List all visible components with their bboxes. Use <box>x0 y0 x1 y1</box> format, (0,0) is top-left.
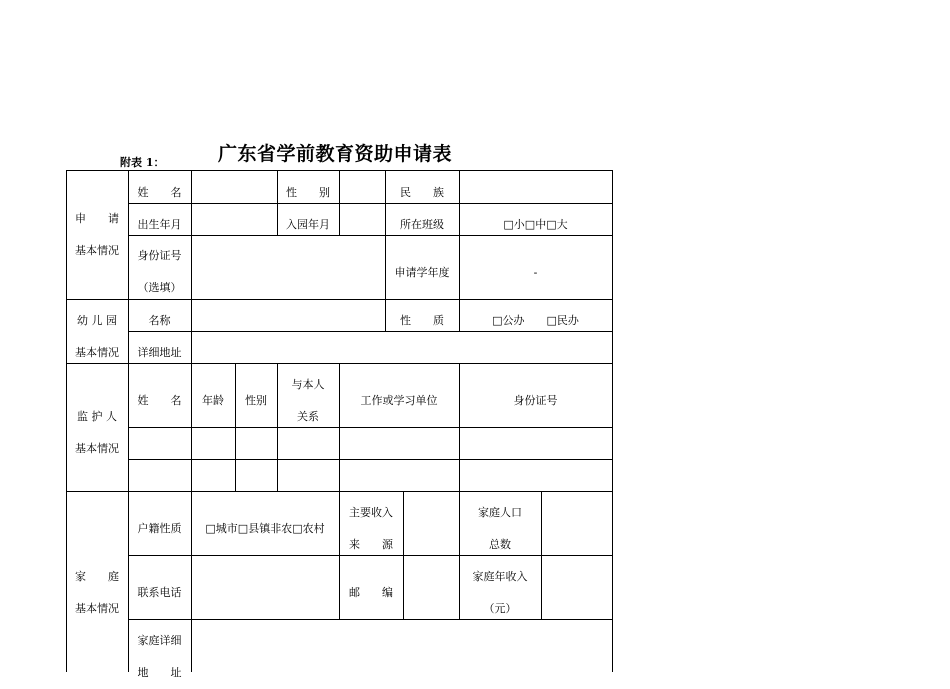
kindergarten-nature-options[interactable]: □公办 □民办 <box>492 314 579 327</box>
family-section-line-1: 家 庭 <box>75 570 119 583</box>
family-annual-income-line-1: 家庭年收入 <box>472 570 528 583</box>
guardian-row-1-field[interactable] <box>129 428 612 459</box>
family-population-label <box>459 497 541 561</box>
guardian-section-line-2: 基本情况 <box>75 442 119 455</box>
family-annual-income-field[interactable] <box>542 556 612 619</box>
family-hukou-options[interactable]: □城市□县镇非农□农村 <box>205 522 325 535</box>
guardian-work-label: 工作或学习单位 <box>360 394 438 407</box>
guardian-relation-line-1: 与本人 <box>291 378 325 391</box>
applicant-class-options[interactable]: □小□中□大 <box>503 218 568 231</box>
kindergarten-section-line-2: 基本情况 <box>75 346 119 359</box>
kindergarten-name-label: 名称 <box>148 314 171 327</box>
applicant-year-value[interactable]: - <box>533 266 538 279</box>
family-income-source-line-2: 来 源 <box>349 538 393 551</box>
guardian-section-label <box>66 401 128 465</box>
applicant-id-field[interactable] <box>192 236 385 299</box>
kindergarten-nature-label: 性 质 <box>400 314 444 327</box>
applicant-ethnicity-label: 民 族 <box>400 186 444 199</box>
guardian-gender-label: 性别 <box>245 394 267 407</box>
kindergarten-address-label: 详细地址 <box>137 346 182 359</box>
family-income-source-line-1: 主要收入 <box>349 506 393 519</box>
guardian-section-line-1: 监 护 人 <box>77 410 117 423</box>
guardian-age-label: 年龄 <box>202 394 224 407</box>
guardian-relation-line-2: 关系 <box>297 410 319 423</box>
applicant-entry-field[interactable] <box>340 204 385 235</box>
attachment-label: 附表 1： <box>120 156 165 169</box>
applicant-birth-field[interactable] <box>192 204 277 235</box>
family-annual-income-line-2: （元） <box>483 602 517 615</box>
applicant-class-label: 所在班级 <box>400 218 444 231</box>
applicant-id-label-line-2: （选填） <box>137 281 182 294</box>
family-address-field[interactable] <box>192 620 612 672</box>
family-population-field[interactable] <box>542 492 612 555</box>
applicant-section-line-2: 基本情况 <box>75 244 119 257</box>
family-income-source-label <box>339 497 403 561</box>
applicant-entry-label: 入园年月 <box>286 218 330 231</box>
applicant-birth-label: 出生年月 <box>137 218 182 231</box>
applicant-gender-label: 性 别 <box>286 186 330 199</box>
applicant-id-label-line-1: 身份证号 <box>137 249 182 262</box>
applicant-section-line-1: 申 请 <box>75 212 119 225</box>
family-phone-label: 联系电话 <box>137 586 182 599</box>
family-annual-income-label <box>459 561 541 625</box>
guardian-relation-label <box>277 369 339 433</box>
family-postcode-label: 邮 编 <box>349 586 393 599</box>
applicant-year-label: 申请学年度 <box>394 266 450 279</box>
kindergarten-address-field[interactable] <box>192 332 612 363</box>
applicant-section-label <box>66 203 128 267</box>
family-address-line-2: 地 址 <box>137 666 182 679</box>
family-section-line-2: 基本情况 <box>75 602 119 615</box>
applicant-name-label: 姓 名 <box>137 186 182 199</box>
family-postcode-field[interactable] <box>404 556 459 619</box>
guardian-row-2-field[interactable] <box>129 460 612 491</box>
form-title: 广东省学前教育资助申请表 <box>218 143 453 165</box>
family-address-line-1: 家庭详细 <box>137 634 182 647</box>
guardian-name-label: 姓 名 <box>137 394 182 407</box>
kindergarten-section-label <box>66 305 128 369</box>
family-phone-field[interactable] <box>192 556 339 619</box>
family-hukou-label: 户籍性质 <box>137 522 182 535</box>
family-section-label <box>66 561 128 625</box>
applicant-ethnicity-field[interactable] <box>460 171 612 203</box>
family-population-line-2: 总数 <box>489 538 511 551</box>
applicant-id-label <box>128 240 191 304</box>
family-population-line-1: 家庭人口 <box>478 506 522 519</box>
family-income-source-field[interactable] <box>404 492 459 555</box>
applicant-name-field[interactable] <box>192 171 277 203</box>
family-address-label <box>128 625 191 689</box>
kindergarten-name-field[interactable] <box>192 300 385 331</box>
guardian-id-label: 身份证号 <box>513 394 558 407</box>
kindergarten-section-line-1: 幼 儿 园 <box>77 314 117 327</box>
applicant-gender-field[interactable] <box>340 171 385 203</box>
